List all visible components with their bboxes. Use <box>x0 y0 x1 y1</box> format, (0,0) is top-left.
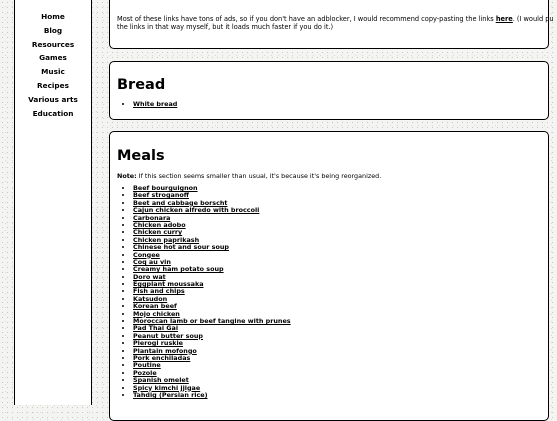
here-link[interactable]: here <box>495 15 513 23</box>
intro-text <box>117 15 557 31</box>
meals-title: Meals <box>117 148 165 164</box>
meals-link[interactable]: Pork enchiladas <box>133 353 191 362</box>
sidebar-item <box>15 51 91 65</box>
meals-link[interactable]: Chicken paprikash <box>133 235 200 244</box>
meals-link[interactable]: Chicken adobo <box>133 220 186 229</box>
meals-link[interactable]: Poutine <box>133 361 161 370</box>
intro-text-after: . (I would pu <box>512 15 554 23</box>
meals-link[interactable]: Beet and cabbage borscht <box>133 198 228 207</box>
meals-link[interactable]: Carbonara <box>133 213 171 222</box>
sidebar-link[interactable]: Resources <box>31 39 75 49</box>
sidebar-link[interactable]: Games <box>39 53 67 63</box>
meals-link[interactable]: Beef stroganoff <box>133 191 189 200</box>
note-text: If this section seems smaller than usual, it's because it's being reorganized. <box>136 172 382 180</box>
meals-link[interactable]: Creamy ham potato soup <box>133 265 224 274</box>
sidebar-item <box>15 107 91 121</box>
note-label: Note: <box>117 172 137 180</box>
bread-list <box>117 101 177 108</box>
meals-link[interactable]: Peanut butter soup <box>133 331 203 340</box>
sidebar-link[interactable]: Recipes <box>37 80 69 90</box>
bread-item <box>133 101 177 108</box>
sidebar-link[interactable]: Home <box>41 12 65 21</box>
sidebar-list <box>15 0 91 120</box>
sidebar-link[interactable]: Blog <box>43 25 63 35</box>
intro-text-line2: the links in that way myself, but it loads much faster if you do it.) <box>117 23 334 31</box>
meals-link[interactable]: Mojo chicken <box>133 309 180 318</box>
bread-title: Bread <box>117 77 166 93</box>
meals-link[interactable]: Pierogi ruskie <box>133 339 184 348</box>
sidebar-item <box>15 24 91 38</box>
sidebar-link[interactable]: Music <box>41 67 65 77</box>
meals-link[interactable]: Pozole <box>133 368 157 377</box>
meals-link[interactable]: Cajun chicken alfredo with broccoli <box>133 206 260 215</box>
bread-link[interactable]: White bread <box>133 100 178 108</box>
meals-link[interactable]: Coq au vin <box>133 257 171 266</box>
meals-link[interactable]: Spanish omelet <box>133 376 189 385</box>
sidebar-item <box>15 79 91 93</box>
meals-list <box>117 185 291 399</box>
sidebar-nav <box>14 0 92 405</box>
meals-link[interactable]: Spicy kimchi jjigae <box>133 383 201 392</box>
meals-link[interactable]: Chicken curry <box>133 228 183 237</box>
meals-link[interactable]: Doro wat <box>133 272 166 281</box>
sidebar-item <box>15 10 91 24</box>
meals-link[interactable]: Korean beef <box>133 302 177 311</box>
meals-link[interactable]: Moroccan lamb or beef tangine with prunes <box>133 317 291 326</box>
meals-link[interactable]: Beef bourguignon <box>133 184 198 192</box>
sidebar-item <box>15 65 91 79</box>
meals-link[interactable]: Chinese hot and sour soup <box>133 243 229 252</box>
meals-note <box>117 172 381 180</box>
sidebar-item <box>15 38 91 52</box>
meals-panel <box>109 131 549 421</box>
sidebar-item <box>15 93 91 107</box>
meals-link[interactable]: Tahdig (Persian rice) <box>133 390 208 399</box>
sidebar-link[interactable]: Various arts <box>28 94 78 104</box>
meals-link[interactable]: Congee <box>133 250 160 259</box>
meals-link[interactable]: Pad Thai Gai <box>133 324 179 333</box>
intro-panel <box>109 0 554 49</box>
intro-text-before: Most of these links have tons of ads, so if you don't have an adblocker, I would recommend copy-pasting the links <box>117 15 496 23</box>
meals-link[interactable]: Fish and chips <box>133 287 185 296</box>
meals-item <box>133 392 291 399</box>
meals-link[interactable]: Katsudon <box>133 294 168 303</box>
meals-link[interactable]: Plantain mofongo <box>133 346 197 355</box>
meals-link[interactable]: Eggplant moussaka <box>133 280 204 289</box>
bread-panel <box>109 61 549 120</box>
sidebar-link[interactable]: Education <box>32 108 74 118</box>
